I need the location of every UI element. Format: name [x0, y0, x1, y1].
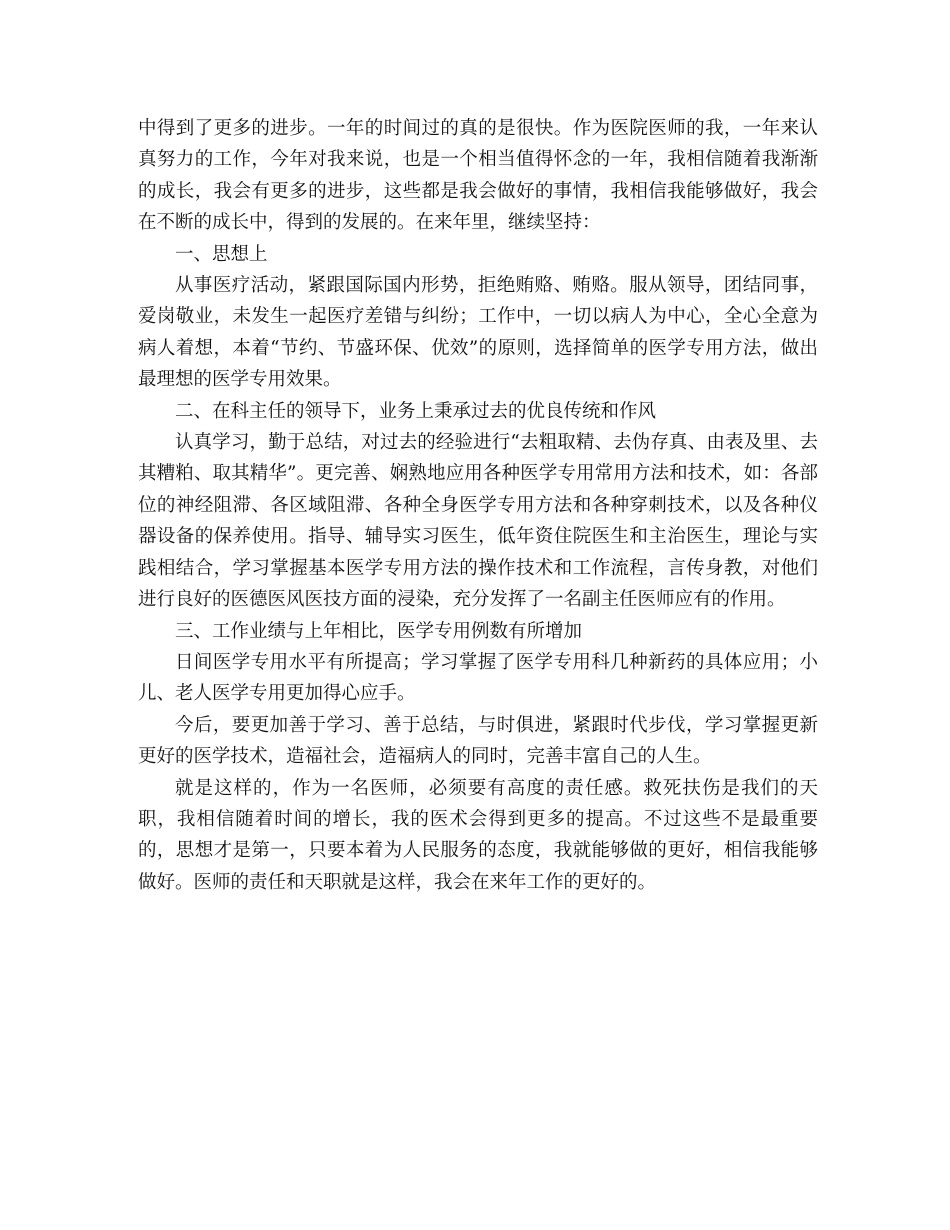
document-body	[138, 113, 818, 898]
section-heading-thought: 一、思想上	[175, 243, 268, 265]
paragraph-thought: 从事医疗活动，紧跟国际国内形势，拒绝贿赂、贿赂。服从领导，团结同事，爱岗敬业，未发生一起医疗差错与纠纷；工作中，一切以病人为中心，全心全意为病人着想，本着“节约、节盛环保、优效”的原则，选择简单的医学专用方法，做出最理想的医学专用效果。	[138, 275, 818, 391]
paragraph-performance: 日间医学专用水平有所提高；学习掌握了医学专用科几种新药的具体应用；小儿、老人医学专用更加得心应手。	[138, 651, 818, 705]
paragraph-conclusion: 就是这样的，作为一名医师，必须要有高度的责任感。救死扶伤是我们的天职，我相信随着时间的增长，我的医术会得到更多的提高。不过这些不是最重要的，思想才是第一，只要本着为人民服务的态度，我就能够做的更好，相信我能够做好。医师的责任和天职就是这样，我会在来年工作的更好的。	[138, 777, 818, 893]
paragraph-future: 今后，要更加善于学习、善于总结，与时俱进，紧跟时代步伐，学习掌握更新更好的医学技术，造福社会，造福病人的同时，完善丰富自己的人生。	[138, 714, 818, 768]
section-heading-performance: 三、工作业绩与上年相比，医学专用例数有所增加	[175, 620, 583, 642]
paragraph-business: 认真学习，勤于总结，对过去的经验进行“去粗取精、去伪存真、由表及里、去其糟粕、取其精华”。更完善、娴熟地应用各种医学专用常用方法和技术，如：各部位的神经阻滞、各区域阻滞、各种全身医学专用方法和各种穿刺技术，以及各种仪器设备的保养使用。指导、辅导实习医生，低年资住院医生和主治医生，理论与实践相结合，学习掌握基本医学专用方法的操作技术和工作流程，言传身教，对他们进行良好的医德医风医技方面的浸染，充分发挥了一名副主任医师应有的作用。	[138, 432, 818, 611]
section-heading-business: 二、在科主任的领导下，业务上秉承过去的优良传统和作风	[175, 400, 657, 422]
paragraph-continuation: 中得到了更多的进步。一年的时间过的真的是很快。作为医院医师的我，一年来认真努力的工作，今年对我来说，也是一个相当值得怀念的一年，我相信随着我渐渐的成长，我会有更多的进步，这些都是我会做好的事情，我相信我能够做好，我会在不断的成长中，得到的发展的。在来年里，继续坚持：	[138, 118, 818, 234]
